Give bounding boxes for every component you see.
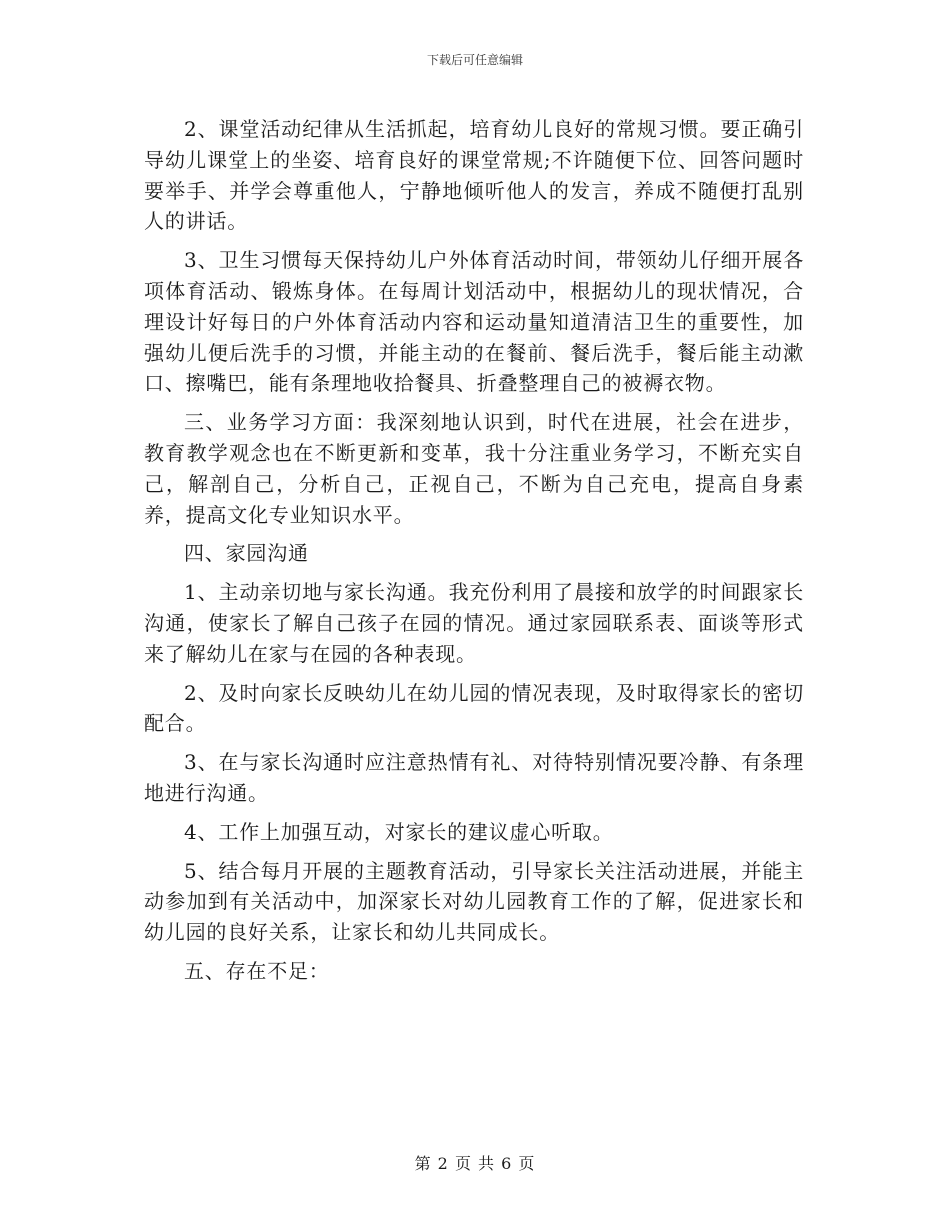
paragraph-communication-4: 4、工作上加强互动，对家长的建议虚心听取。 — [184, 819, 614, 844]
page-number: 第 2 页 共 6 页 — [414, 1154, 536, 1173]
paragraph-professional-study: 三、业务学习方面：我深刻地认识到，时代在进展，社会在进步，教育教学观念也在不断更新和变革，我十分注重业务学习，不断充实自己，解剖自己，分析自己，正视自己，不断为自己充电，提高自身素养，提高文化专业知识水平。 — [144, 410, 804, 527]
paragraph-communication-2: 2、及时向家长反映幼儿在幼儿园的情况表现，及时取得家长的密切配合。 — [144, 680, 804, 736]
section-heading-home-school: 四、家园沟通 — [184, 541, 309, 566]
paragraph-hygiene-habits: 3、卫生习惯每天保持幼儿户外体育活动时间，带领幼儿仔细开展各项体育活动、锻炼身体。在每周计划活动中，根据幼儿的现状情况，合理设计好每日的户外体育活动内容和运动量知道清洁卫生的重要性，加强幼儿便后洗手的习惯，并能主动的在餐前、餐后洗手，餐后能主动漱口、擦嘴巴，能有条理地收拾餐具、折叠整理自己的被褥衣物。 — [144, 248, 804, 396]
page-header: 下载后可任意编辑 — [426, 53, 523, 67]
document-body — [144, 114, 804, 995]
section-heading-shortcomings: 五、存在不足： — [184, 958, 330, 983]
paragraph-classroom-discipline: 2、课堂活动纪律从生活抓起，培育幼儿良好的常规习惯。要正确引导幼儿课堂上的坐姿、培育良好的课堂常规;不许随便下位、回答问题时要举手、并学会尊重他人，宁静地倾听他人的发言，养成不随便打乱别人的讲话。 — [144, 117, 804, 234]
paragraph-communication-1: 1、主动亲切地与家长沟通。我充份利用了晨接和放学的时间跟家长沟通，使家长了解自己孩子在园的情况。通过家园联系表、面谈等形式来了解幼儿在家与在园的各种表现。 — [144, 580, 804, 666]
paragraph-communication-5: 5、结合每月开展的主题教育活动，引导家长关注活动进展，并能主动参加到有关活动中，加深家长对幼儿园教育工作的了解，促进家长和幼儿园的良好关系，让家长和幼儿共同成长。 — [144, 858, 804, 945]
paragraph-communication-3: 3、在与家长沟通时应注意热情有礼、对待特别情况要冷静、有条理地进行沟通。 — [144, 750, 804, 805]
